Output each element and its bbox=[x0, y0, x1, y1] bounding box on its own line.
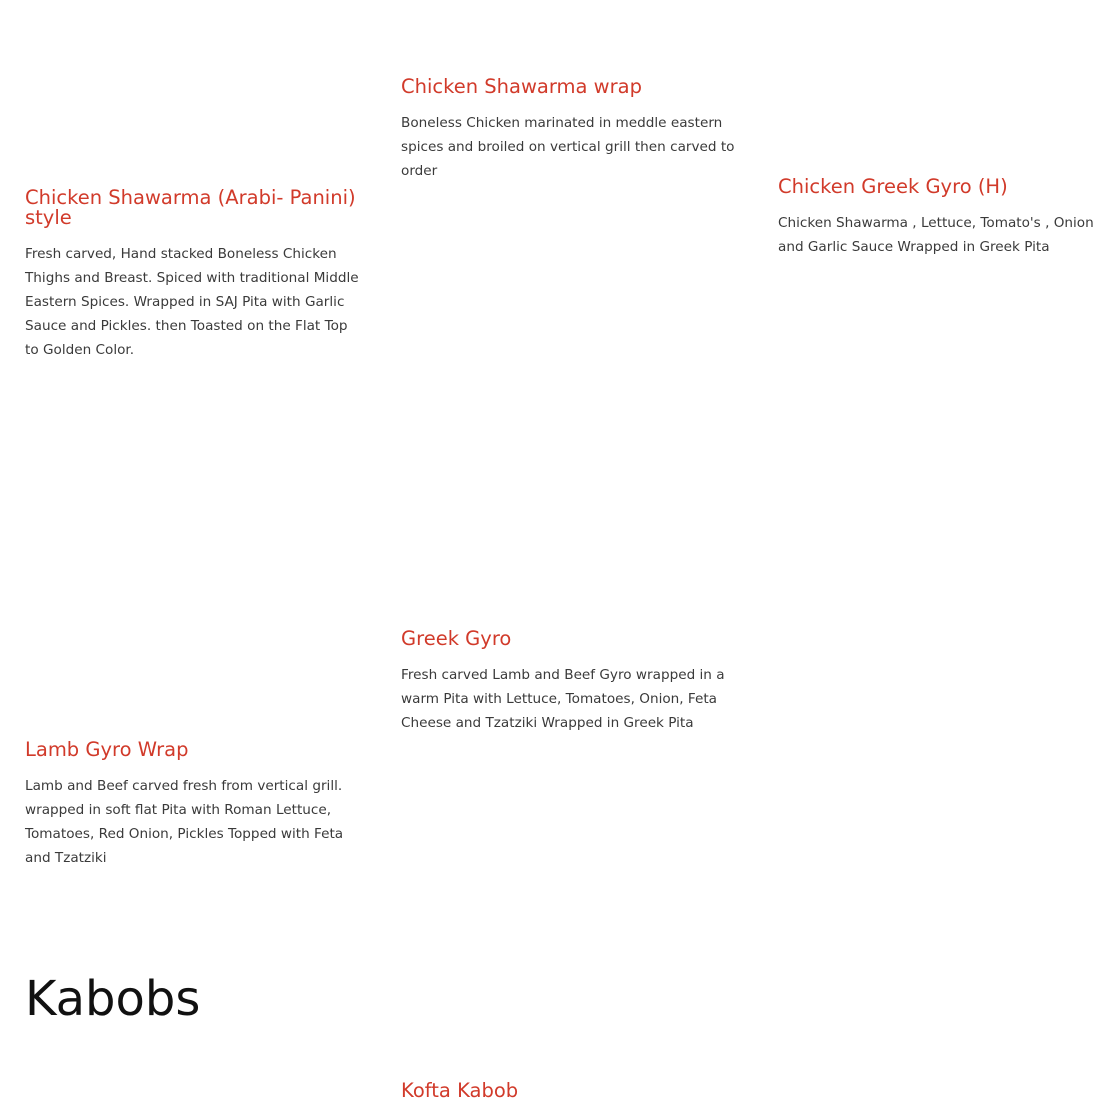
menu-item bbox=[778, 177, 1098, 259]
section-title-kabobs: Kabobs bbox=[25, 971, 201, 1027]
menu-item-title[interactable]: Chicken Greek Gyro (H) bbox=[778, 175, 1008, 198]
menu-item bbox=[401, 629, 736, 735]
menu-item-description: Lamb and Beef carved fresh from vertical grill. wrapped in soft flat Pita with Roman Lettuce, Tomatoes, Red Onion, Pickles Topped with Feta and Tzatziki bbox=[25, 778, 344, 866]
menu-item-title[interactable]: Kofta Kabob bbox=[401, 1079, 519, 1102]
menu-item-title[interactable]: Greek Gyro bbox=[401, 627, 512, 650]
menu-item bbox=[401, 77, 736, 183]
menu-item-description: Boneless Chicken marinated in meddle eastern spices and broiled on vertical grill then carved to order bbox=[401, 115, 735, 179]
menu-item-description: Fresh carved Lamb and Beef Gyro wrapped in a warm Pita with Lettuce, Tomatoes, Onion, Feta Cheese and Tzatziki Wrapped in Greek Pita bbox=[401, 667, 725, 731]
menu-item-title[interactable]: Chicken Shawarma wrap bbox=[401, 75, 642, 98]
menu-item-description: Fresh carved, Hand stacked Boneless Chicken Thighs and Breast. Spiced with traditional Middle Eastern Spices. Wrapped in SAJ Pita with Garlic Sauce and Pickles. then Toasted on the Flat Top to Golden Color. bbox=[25, 246, 359, 358]
menu-item bbox=[25, 740, 360, 870]
menu-item-title[interactable]: Chicken Shawarma (Arabi- Panini) style bbox=[25, 186, 356, 229]
menu-item bbox=[25, 188, 360, 362]
menu-item-title[interactable]: Lamb Gyro Wrap bbox=[25, 738, 189, 761]
menu-item bbox=[401, 1081, 736, 1101]
menu-item-description: Chicken Shawarma , Lettuce, Tomato's , Onion and Garlic Sauce Wrapped in Greek Pita bbox=[778, 215, 1094, 255]
